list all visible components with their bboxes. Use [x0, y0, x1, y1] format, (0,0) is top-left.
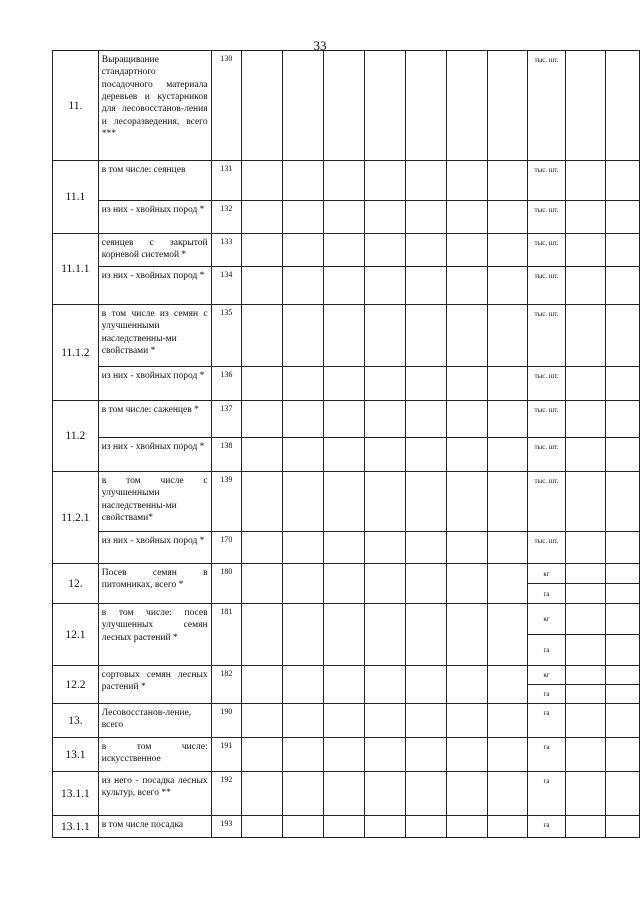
empty-cell [283, 772, 324, 816]
row-code: 182 [211, 666, 242, 704]
empty-cell [405, 161, 446, 201]
empty-cell [487, 401, 528, 438]
table-row [53, 704, 640, 738]
empty-cell [565, 604, 606, 635]
empty-cell [364, 816, 405, 838]
empty-cell [606, 772, 640, 816]
empty-cell [283, 267, 324, 305]
empty-cell [565, 401, 606, 438]
empty-cell [242, 604, 283, 666]
empty-cell [565, 161, 606, 201]
empty-cell [324, 267, 365, 305]
empty-cell [446, 438, 487, 472]
empty-cell [364, 305, 405, 367]
empty-cell [446, 772, 487, 816]
empty-cell [446, 704, 487, 738]
table-row [53, 472, 640, 532]
row-name: в том числе посадка [98, 816, 211, 838]
empty-cell [446, 305, 487, 367]
row-unit: тыс. шт. [528, 161, 565, 201]
empty-cell [283, 816, 324, 838]
empty-cell [446, 666, 487, 704]
row-code: 132 [211, 201, 242, 234]
empty-cell [364, 367, 405, 401]
empty-cell [324, 51, 365, 161]
empty-cell [487, 438, 528, 472]
row-unit: тыс. шт. [528, 401, 565, 438]
empty-cell [283, 438, 324, 472]
empty-cell [606, 816, 640, 838]
empty-cell [283, 201, 324, 234]
table-row [53, 816, 640, 838]
empty-cell [446, 161, 487, 201]
row-name: в том числе: сеянцев [98, 161, 211, 201]
table-row [53, 604, 640, 635]
empty-cell [324, 234, 365, 267]
row-name: Посев семян в питомниках, всего * [98, 564, 211, 604]
empty-cell [242, 438, 283, 472]
empty-cell [242, 532, 283, 564]
row-unit: кг [528, 666, 565, 685]
row-name: в том числе: искусственное [98, 738, 211, 772]
empty-cell [242, 738, 283, 772]
empty-cell [242, 666, 283, 704]
empty-cell [364, 438, 405, 472]
empty-cell [283, 666, 324, 704]
empty-cell [283, 472, 324, 532]
empty-cell [364, 772, 405, 816]
row-name: из них - хвойных пород * [98, 438, 211, 472]
empty-cell [364, 532, 405, 564]
empty-cell [565, 685, 606, 704]
empty-cell [242, 161, 283, 201]
empty-cell [487, 234, 528, 267]
empty-cell [242, 704, 283, 738]
empty-cell [405, 51, 446, 161]
empty-cell [364, 564, 405, 604]
row-number: 11. [53, 51, 99, 161]
empty-cell [405, 604, 446, 666]
row-code: 170 [211, 532, 242, 564]
table-row [53, 666, 640, 685]
row-code: 180 [211, 564, 242, 604]
empty-cell [487, 604, 528, 666]
empty-cell [487, 267, 528, 305]
empty-cell [446, 472, 487, 532]
empty-cell [565, 584, 606, 604]
row-name: Лесовосстанов-ление, всего [98, 704, 211, 738]
empty-cell [242, 816, 283, 838]
row-number: 13.1.1 [53, 816, 99, 838]
empty-cell [446, 267, 487, 305]
row-number: 13.1 [53, 738, 99, 772]
row-unit: тыс. шт. [528, 267, 565, 305]
empty-cell [242, 472, 283, 532]
row-code: 192 [211, 772, 242, 816]
empty-cell [565, 738, 606, 772]
empty-cell [487, 704, 528, 738]
row-unit: тыс. шт. [528, 438, 565, 472]
row-unit: тыс. шт. [528, 472, 565, 532]
empty-cell [283, 604, 324, 666]
empty-cell [405, 234, 446, 267]
row-number: 11.1.2 [53, 305, 99, 401]
row-code: 131 [211, 161, 242, 201]
empty-cell [606, 51, 640, 161]
row-number: 12. [53, 564, 99, 604]
empty-cell [283, 564, 324, 604]
row-unit: га [528, 816, 565, 838]
empty-cell [324, 564, 365, 604]
empty-cell [324, 161, 365, 201]
empty-cell [242, 51, 283, 161]
row-code: 133 [211, 234, 242, 267]
empty-cell [364, 267, 405, 305]
row-unit: тыс. шт. [528, 367, 565, 401]
empty-cell [606, 401, 640, 438]
empty-cell [405, 201, 446, 234]
empty-cell [446, 738, 487, 772]
row-number: 13.1.1 [53, 772, 99, 816]
row-name: из них - хвойных пород * [98, 367, 211, 401]
empty-cell [283, 51, 324, 161]
row-unit: тыс. шт. [528, 51, 565, 161]
empty-cell [446, 367, 487, 401]
row-name: в том числе: посев улучшенных семян лесных растений * [98, 604, 211, 666]
empty-cell [283, 401, 324, 438]
row-unit-secondary: га [528, 685, 565, 704]
empty-cell [446, 564, 487, 604]
empty-cell [606, 438, 640, 472]
empty-cell [606, 305, 640, 367]
table-row [53, 401, 640, 438]
row-name: в том числе из семян с улучшенными наследственны-ми свойствами * [98, 305, 211, 367]
empty-cell [565, 704, 606, 738]
row-unit: кг [528, 564, 565, 584]
row-number: 11.1.1 [53, 234, 99, 305]
empty-cell [364, 472, 405, 532]
empty-cell [324, 201, 365, 234]
table-row [53, 305, 640, 367]
row-unit: га [528, 738, 565, 772]
row-code: 134 [211, 267, 242, 305]
row-code: 139 [211, 472, 242, 532]
row-number: 12.1 [53, 604, 99, 666]
empty-cell [446, 201, 487, 234]
empty-cell [606, 564, 640, 584]
empty-cell [405, 305, 446, 367]
empty-cell [364, 234, 405, 267]
empty-cell [405, 772, 446, 816]
row-code: 130 [211, 51, 242, 161]
empty-cell [283, 161, 324, 201]
row-name: из них - хвойных пород * [98, 267, 211, 305]
empty-cell [565, 267, 606, 305]
empty-cell [405, 704, 446, 738]
row-unit: га [528, 772, 565, 816]
empty-cell [324, 438, 365, 472]
empty-cell [606, 532, 640, 564]
empty-cell [487, 816, 528, 838]
empty-cell [405, 738, 446, 772]
empty-cell [487, 201, 528, 234]
row-code: 190 [211, 704, 242, 738]
empty-cell [242, 772, 283, 816]
empty-cell [565, 367, 606, 401]
empty-cell [606, 685, 640, 704]
empty-cell [565, 772, 606, 816]
empty-cell [487, 51, 528, 161]
row-name: из них - хвойных пород * [98, 532, 211, 564]
row-name: из него - посадка лесных культур, всего ** [98, 772, 211, 816]
row-unit: тыс. шт. [528, 305, 565, 367]
row-number: 11.2 [53, 401, 99, 472]
empty-cell [606, 584, 640, 604]
empty-cell [487, 564, 528, 604]
row-number: 13. [53, 704, 99, 738]
empty-cell [606, 666, 640, 685]
empty-cell [446, 401, 487, 438]
empty-cell [405, 267, 446, 305]
empty-cell [565, 305, 606, 367]
empty-cell [324, 816, 365, 838]
row-code: 191 [211, 738, 242, 772]
table-row [53, 51, 640, 161]
table-row [53, 772, 640, 816]
empty-cell [606, 267, 640, 305]
row-code: 138 [211, 438, 242, 472]
empty-cell [606, 604, 640, 635]
empty-cell [364, 666, 405, 704]
empty-cell [283, 532, 324, 564]
empty-cell [242, 367, 283, 401]
page-number: 33 [313, 38, 327, 53]
table-row [53, 234, 640, 267]
empty-cell [364, 604, 405, 666]
row-name: в том числе: саженцев * [98, 401, 211, 438]
row-code: 181 [211, 604, 242, 666]
empty-cell [565, 51, 606, 161]
row-code: 137 [211, 401, 242, 438]
table-row [53, 367, 640, 401]
empty-cell [405, 438, 446, 472]
empty-cell [364, 738, 405, 772]
empty-cell [606, 738, 640, 772]
row-name: в том числе с улучшенными наследственны-ми свойствами* [98, 472, 211, 532]
empty-cell [283, 305, 324, 367]
empty-cell [606, 635, 640, 666]
empty-cell [283, 704, 324, 738]
empty-cell [405, 564, 446, 604]
empty-cell [405, 816, 446, 838]
row-unit: тыс. шт. [528, 234, 565, 267]
empty-cell [405, 401, 446, 438]
row-number: 12.2 [53, 666, 99, 704]
empty-cell [364, 161, 405, 201]
data-table [52, 50, 640, 838]
empty-cell [324, 401, 365, 438]
empty-cell [324, 604, 365, 666]
empty-cell [565, 816, 606, 838]
empty-cell [565, 438, 606, 472]
empty-cell [446, 234, 487, 267]
row-unit: кг [528, 604, 565, 635]
empty-cell [405, 367, 446, 401]
row-unit: тыс. шт. [528, 532, 565, 564]
table-row [53, 201, 640, 234]
row-unit: тыс. шт. [528, 201, 565, 234]
empty-cell [283, 367, 324, 401]
empty-cell [606, 472, 640, 532]
empty-cell [565, 564, 606, 584]
empty-cell [606, 201, 640, 234]
empty-cell [565, 201, 606, 234]
empty-cell [487, 666, 528, 704]
row-code: 136 [211, 367, 242, 401]
row-code: 193 [211, 816, 242, 838]
row-name: сортовых семян лесных растений * [98, 666, 211, 704]
empty-cell [324, 532, 365, 564]
empty-cell [446, 816, 487, 838]
empty-cell [324, 738, 365, 772]
row-name: Выращивание стандартного посадочного материала деревьев и кустарников для лесовосстанов-ления и лесоразведения, всего *** [98, 51, 211, 161]
empty-cell [324, 305, 365, 367]
row-number: 11.1 [53, 161, 99, 234]
empty-cell [606, 161, 640, 201]
empty-cell [242, 201, 283, 234]
row-code: 135 [211, 305, 242, 367]
table-row [53, 564, 640, 584]
empty-cell [324, 367, 365, 401]
empty-cell [487, 532, 528, 564]
empty-cell [324, 472, 365, 532]
empty-cell [487, 161, 528, 201]
row-unit-secondary: га [528, 584, 565, 604]
empty-cell [324, 772, 365, 816]
empty-cell [606, 234, 640, 267]
empty-cell [283, 234, 324, 267]
table-row [53, 738, 640, 772]
empty-cell [283, 738, 324, 772]
empty-cell [364, 401, 405, 438]
empty-cell [565, 532, 606, 564]
empty-cell [242, 267, 283, 305]
empty-cell [364, 201, 405, 234]
table-row [53, 267, 640, 305]
empty-cell [364, 704, 405, 738]
table-row [53, 438, 640, 472]
empty-cell [565, 666, 606, 685]
row-number: 11.2.1 [53, 472, 99, 564]
empty-cell [446, 604, 487, 666]
empty-cell [405, 472, 446, 532]
empty-cell [242, 564, 283, 604]
empty-cell [324, 704, 365, 738]
empty-cell [606, 367, 640, 401]
empty-cell [405, 532, 446, 564]
table-row [53, 532, 640, 564]
empty-cell [565, 635, 606, 666]
empty-cell [487, 367, 528, 401]
empty-cell [606, 704, 640, 738]
empty-cell [242, 305, 283, 367]
empty-cell [487, 738, 528, 772]
row-name: сеянцев с закрытой корневой системой * [98, 234, 211, 267]
empty-cell [405, 666, 446, 704]
empty-cell [324, 666, 365, 704]
row-unit-secondary: га [528, 635, 565, 666]
empty-cell [364, 51, 405, 161]
empty-cell [446, 51, 487, 161]
empty-cell [487, 772, 528, 816]
row-name: из них - хвойных пород * [98, 201, 211, 234]
empty-cell [487, 305, 528, 367]
empty-cell [565, 234, 606, 267]
table-body [53, 51, 640, 838]
table-row [53, 161, 640, 201]
empty-cell [565, 472, 606, 532]
empty-cell [242, 401, 283, 438]
empty-cell [487, 472, 528, 532]
row-unit: га [528, 704, 565, 738]
empty-cell [242, 234, 283, 267]
empty-cell [446, 532, 487, 564]
